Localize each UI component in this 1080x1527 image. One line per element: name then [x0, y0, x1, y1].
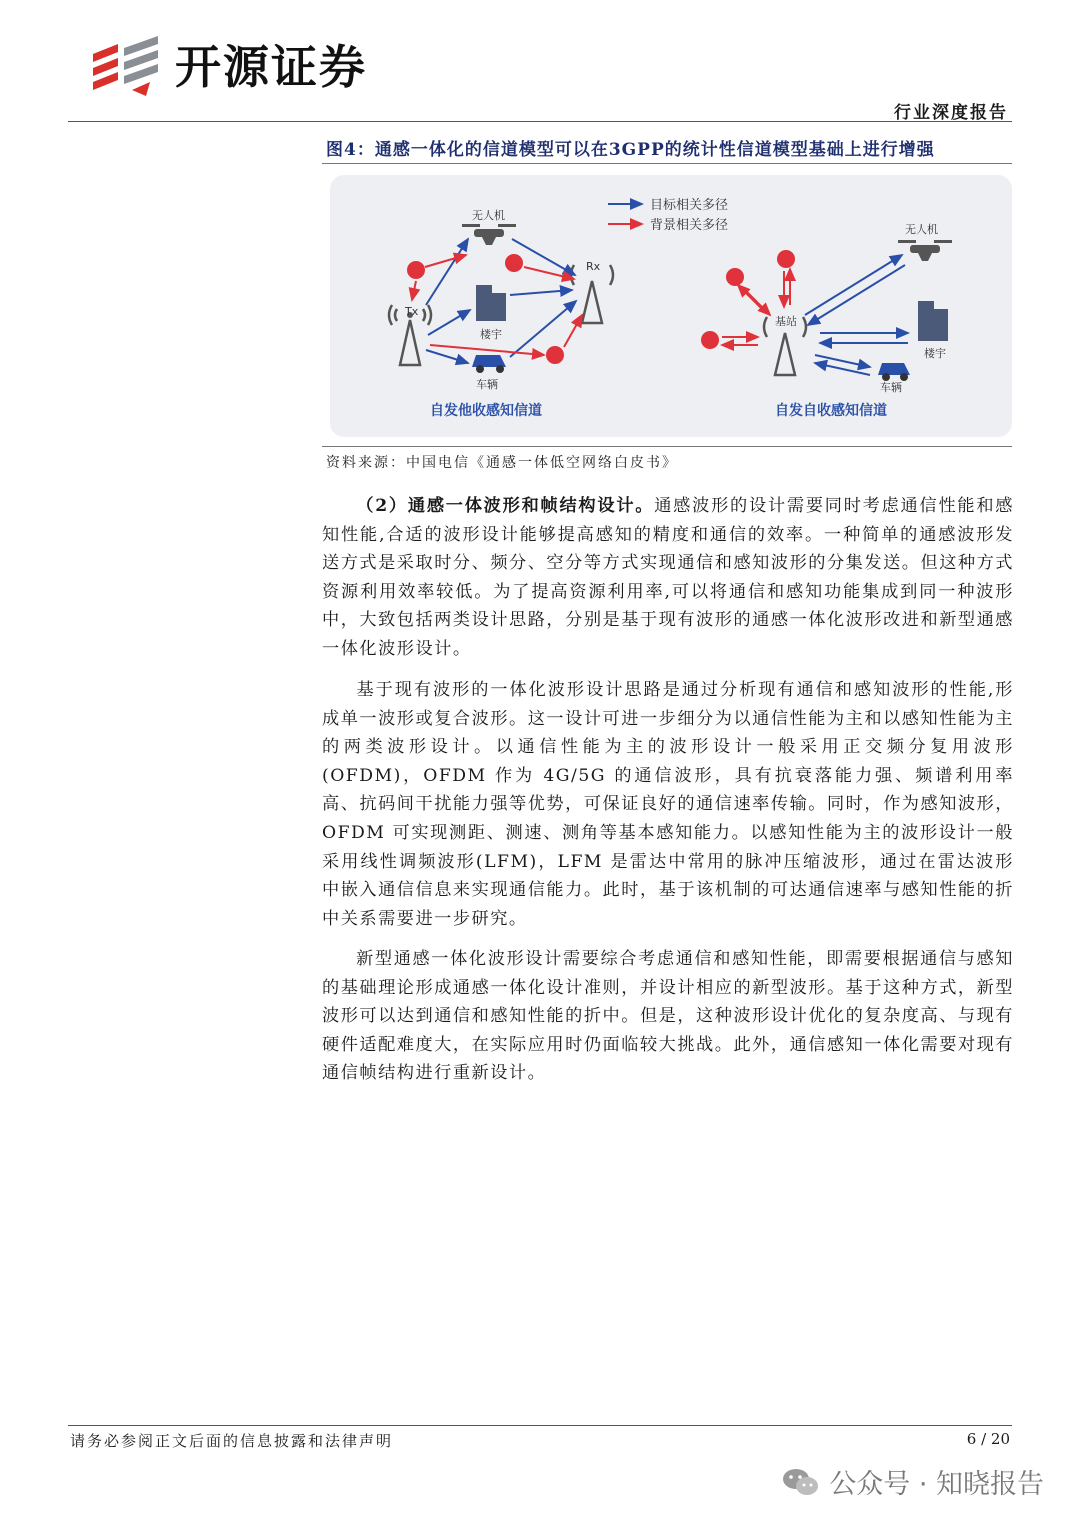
tx-label: Tx	[405, 305, 419, 318]
right-panel-caption: 自发自收感知信道	[775, 403, 887, 419]
base-station-label: 基站	[775, 315, 797, 328]
body-paragraph-3	[322, 945, 1014, 1088]
company-name: 开源证券	[175, 40, 367, 94]
figure-source: 资料来源：中国电信《通感一体低空网络白皮书》	[326, 455, 678, 471]
channel-model-diagram	[330, 175, 1012, 437]
paragraph-lead: （2）通感一体波形和帧结构设计。	[356, 496, 655, 516]
report-type: 行业深度报告	[894, 103, 1008, 123]
logo-mark-icon	[93, 36, 158, 96]
legend-background-label: 背景相关多径	[650, 218, 729, 233]
legend-target-label: 目标相关多径	[650, 198, 729, 213]
wechat-icon	[781, 1466, 821, 1498]
page-number: 6 / 20	[966, 1430, 1010, 1448]
right-drone-label: 无人机	[905, 223, 938, 236]
figure-top-rule	[322, 163, 1012, 164]
figure-bottom-rule	[322, 446, 1012, 447]
header-divider	[68, 121, 1012, 122]
body-paragraph-1	[322, 492, 1014, 664]
paragraph-text: 通感波形的设计需要同时考虑通信性能和感知性能,合适的波形设计能够提高感知的精度和通信的效率。一种简单的通感波形发送方式是采取时分、频分、空分等方式实现通信和感知波形的分集发送。但这种方式资源利用效率较低。为了提高资源利用率,可以将通信和感知功能集成到同一种波形中，大致包括两类设计思路，分别是基于现有波形的通感一体化波形改进和新型通感一体化波形设计。	[322, 496, 1014, 659]
right-building-label: 楼宇	[924, 347, 946, 360]
left-drone-label: 无人机	[472, 209, 505, 222]
left-building-label: 楼宇	[480, 328, 502, 341]
left-vehicle-label: 车辆	[476, 378, 498, 391]
watermark-text: 公众号 · 知晓报告	[829, 1469, 1044, 1500]
footer-divider	[68, 1425, 1012, 1426]
rx-label: Rx	[586, 260, 601, 273]
footer-disclaimer: 请务必参阅正文后面的信息披露和法律声明	[70, 1432, 394, 1450]
figure-title: 图4：通感一体化的信道模型可以在3GPP的统计性信道模型基础上进行增强	[326, 140, 935, 160]
paragraph-text: 新型通感一体化波形设计需要综合考虑通信和感知性能，即需要根据通信与感知的基础理论形成通感一体化设计准则，并设计相应的新型波形。基于这种方式，新型波形可以达到通信和感知性能的折中。但是，这种波形设计优化的复杂度高、与现有硬件适配难度大，在实际应用时仍面临较大挑战。此外，通信感知一体化需要对现有通信帧结构进行重新设计。	[322, 949, 1014, 1084]
paragraph-text: 基于现有波形的一体化波形设计思路是通过分析现有通信和感知波形的性能,形成单一波形或复合波形。这一设计可进一步细分为以通信性能为主和以感知性能为主的两类波形设计。以通信性能为主的波形设计一般采用正交频分复用波形(OFDM)，OFDM 作为 4G/5G 的通信波形，具有抗衰落能力强、频谱利用率高、抗码间干扰能力强等优势，可保证良好的通信速率传输。同时，作为感知波形，OFDM 可实现测距、测速、测角等基本感知能力。以感知性能为主的波形设计一般采用线性调频波形(LFM)，LFM 是雷达中常用的脉冲压缩波形，通过在雷达波形中嵌入通信信息来实现通信能力。此时，基于该机制的可达通信速率与感知性能的折中关系需要进一步研究。	[322, 680, 1014, 929]
watermark	[781, 1462, 1044, 1501]
right-vehicle-label: 车辆	[880, 381, 902, 394]
left-panel-caption: 自发他收感知信道	[430, 403, 542, 419]
diagram-background	[330, 175, 1012, 437]
body-paragraph-2	[322, 676, 1014, 933]
